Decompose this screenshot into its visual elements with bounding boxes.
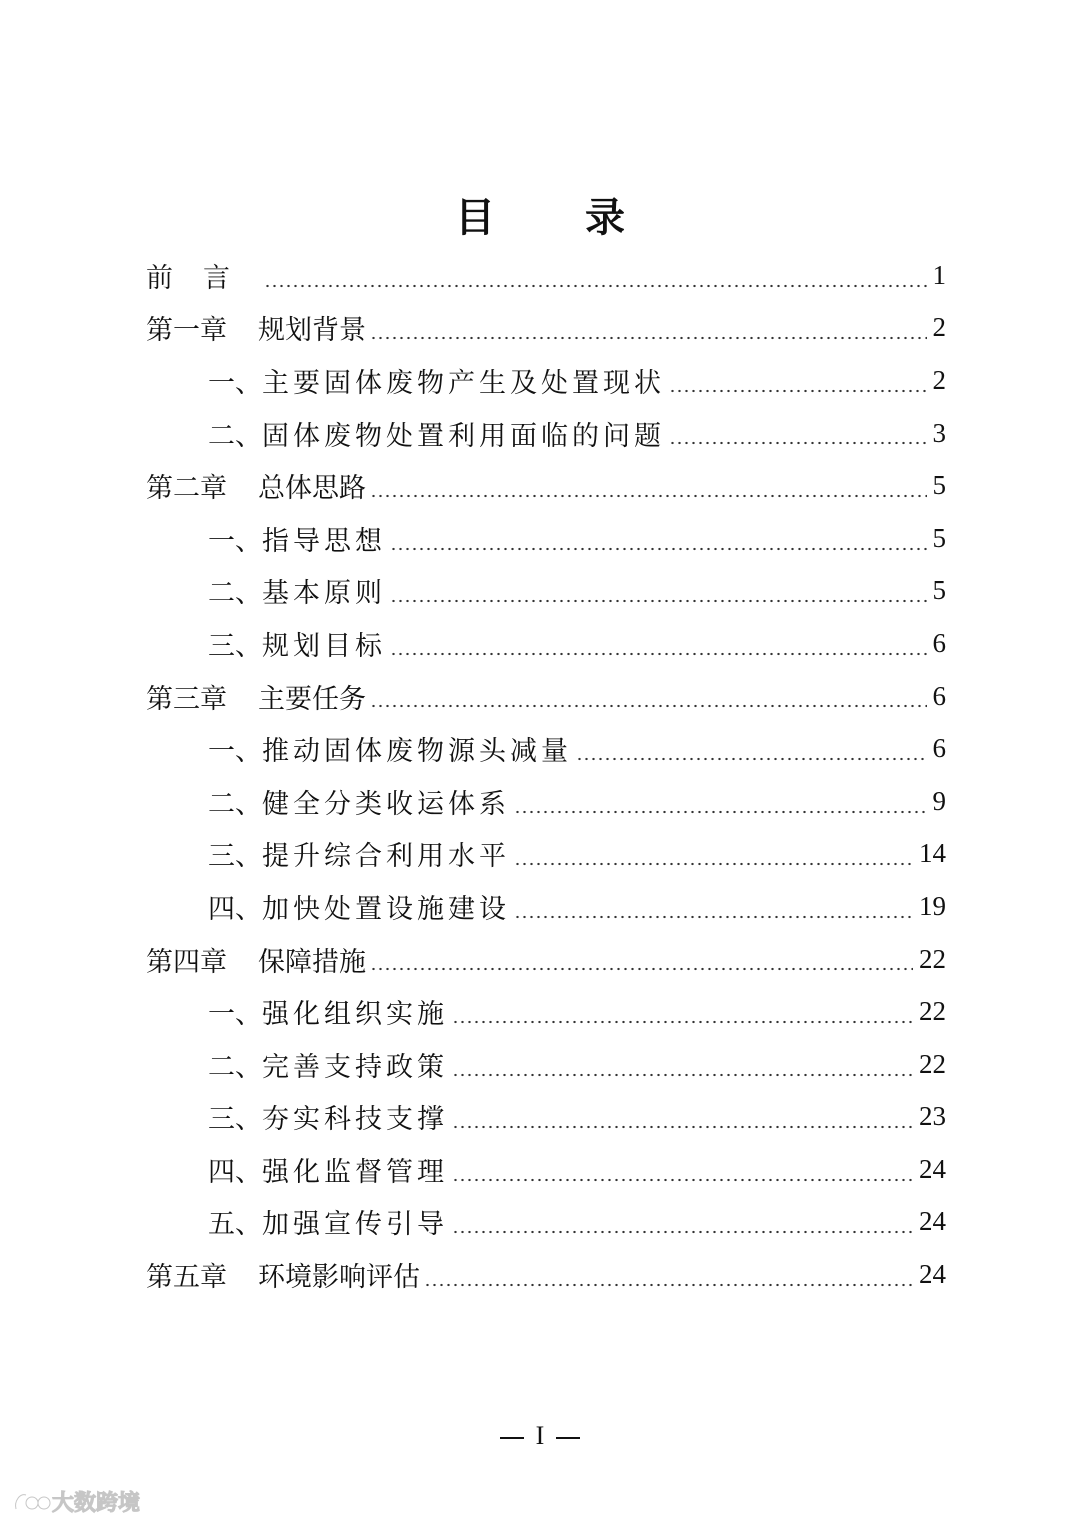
toc-entry-page: 24 [919, 1206, 946, 1237]
toc-entry-label: 主要固体废物产生及处置现状 [262, 367, 665, 399]
toc-entry-page: 2 [932, 312, 946, 343]
dot-leader [370, 967, 913, 971]
toc-entry-label: 规划背景 [258, 315, 366, 347]
toc-entry-label: 加强宣传引导 [262, 1209, 448, 1241]
toc-entry-page: 22 [919, 1048, 946, 1079]
toc-entry-page: 1 [932, 259, 946, 290]
toc-entry-chapter[interactable] [146, 933, 946, 986]
toc-entry-label: 基本原则 [262, 578, 386, 610]
toc-entry-label: 强化组织实施 [262, 999, 448, 1031]
toc-entry-chapter[interactable] [146, 1248, 946, 1301]
toc-entry-section[interactable] [146, 512, 946, 565]
toc-entry-page: 5 [932, 575, 946, 606]
footer-dash-right [556, 1437, 580, 1439]
toc-entry-label: 保障措施 [258, 946, 366, 978]
toc-entry-section[interactable] [146, 565, 946, 618]
dot-leader [452, 1020, 913, 1024]
toc-entry-section[interactable] [146, 775, 946, 828]
page-title: 目 录 [455, 195, 663, 241]
toc-entry-number: 三、 [208, 1104, 262, 1136]
toc-entry-label: 前言 [146, 262, 260, 294]
toc-entry-chapter[interactable] [146, 459, 946, 512]
toc-entry-number: 三、 [208, 841, 262, 873]
toc-entry-page: 5 [932, 522, 946, 553]
page-footer [0, 1416, 1080, 1456]
dot-leader [514, 862, 913, 866]
toc-entry-label: 环境影响评估 [258, 1262, 420, 1294]
toc-entry-label: 固体废物处置利用面临的问题 [262, 420, 665, 452]
toc-entry-section[interactable] [146, 985, 946, 1038]
dot-leader [390, 599, 927, 603]
toc-entry-label: 完善支持政策 [262, 1051, 448, 1083]
toc-entry-label: 夯实科技支撑 [262, 1104, 448, 1136]
toc-entry-label: 规划目标 [262, 630, 386, 662]
dot-leader [390, 547, 927, 551]
toc-entry-number: 一、 [208, 525, 262, 557]
toc-entry-section[interactable] [146, 880, 946, 933]
toc-entry-page: 22 [919, 943, 946, 974]
toc-entry-number: 五、 [208, 1209, 262, 1241]
dot-leader [576, 757, 927, 761]
dot-leader [370, 704, 927, 708]
toc-entry-number: 第三章 [146, 683, 227, 715]
dot-leader [514, 915, 913, 919]
toc-entry-page: 6 [932, 733, 946, 764]
toc-entry-section[interactable] [146, 1143, 946, 1196]
toc-entry-number: 第一章 [146, 315, 227, 347]
toc-entry-page: 6 [932, 680, 946, 711]
toc-entry-label: 提升综合利用水平 [262, 841, 510, 873]
toc-entry-page: 5 [932, 470, 946, 501]
toc-entry-page: 22 [919, 996, 946, 1027]
toc-entry-number: 四、 [208, 893, 262, 925]
toc-entry-label: 主要任务 [258, 683, 366, 715]
toc-entry-label: 总体思路 [258, 473, 366, 505]
toc-entry-label: 推动固体废物源头减量 [262, 736, 572, 768]
toc-entry-page: 3 [932, 417, 946, 448]
footer-page-number: I [535, 1421, 545, 1450]
dot-leader [669, 441, 927, 445]
watermark-text: 大数跨境 [52, 1491, 141, 1516]
watermark [12, 1486, 140, 1517]
dot-leader [370, 336, 927, 340]
dot-leader [424, 1283, 913, 1287]
toc-entry-label: 加快处置设施建设 [262, 893, 510, 925]
toc-entry-page: 2 [932, 364, 946, 395]
dot-leader [452, 1230, 913, 1234]
toc-entry-page: 24 [919, 1153, 946, 1184]
toc-entry-number: 一、 [208, 367, 262, 399]
dot-leader [452, 1125, 913, 1129]
toc-entry-section[interactable] [146, 1038, 946, 1091]
toc-entry-number: 第五章 [146, 1262, 227, 1294]
toc-entry-number: 二、 [208, 788, 262, 820]
toc-entry-section[interactable] [146, 617, 946, 670]
logo-icon [12, 1489, 52, 1515]
table-of-contents [146, 249, 946, 1301]
toc-entry-page: 6 [932, 627, 946, 658]
dot-leader [264, 284, 927, 288]
toc-entry-preface[interactable] [146, 249, 946, 302]
toc-entry-page: 14 [919, 838, 946, 869]
dot-leader [452, 1073, 913, 1077]
toc-entry-chapter[interactable] [146, 302, 946, 355]
toc-entry-number: 第二章 [146, 473, 227, 505]
toc-entry-number: 第四章 [146, 946, 227, 978]
toc-entry-page: 24 [919, 1259, 946, 1290]
toc-entry-section[interactable] [146, 407, 946, 460]
toc-entry-section[interactable] [146, 354, 946, 407]
toc-entry-number: 三、 [208, 630, 262, 662]
dot-leader [669, 389, 927, 393]
toc-entry-section[interactable] [146, 1196, 946, 1249]
toc-entry-page: 19 [919, 890, 946, 921]
toc-entry-chapter[interactable] [146, 670, 946, 723]
toc-entry-number: 四、 [208, 1156, 262, 1188]
toc-entry-number: 二、 [208, 420, 262, 452]
dot-leader [452, 1178, 913, 1182]
dot-leader [514, 810, 927, 814]
toc-entry-label: 健全分类收运体系 [262, 788, 510, 820]
footer-dash-left [500, 1437, 524, 1439]
toc-entry-number: 一、 [208, 736, 262, 768]
toc-entry-number: 一、 [208, 999, 262, 1031]
toc-entry-section[interactable] [146, 828, 946, 881]
dot-leader [370, 494, 927, 498]
toc-entry-label: 强化监督管理 [262, 1156, 448, 1188]
toc-entry-section[interactable] [146, 722, 946, 775]
toc-entry-number: 二、 [208, 1051, 262, 1083]
toc-entry-page: 9 [932, 785, 946, 816]
toc-entry-number: 二、 [208, 578, 262, 610]
toc-entry-page: 23 [919, 1101, 946, 1132]
toc-entry-section[interactable] [146, 1091, 946, 1144]
toc-entry-label: 指导思想 [262, 525, 386, 557]
dot-leader [390, 652, 927, 656]
